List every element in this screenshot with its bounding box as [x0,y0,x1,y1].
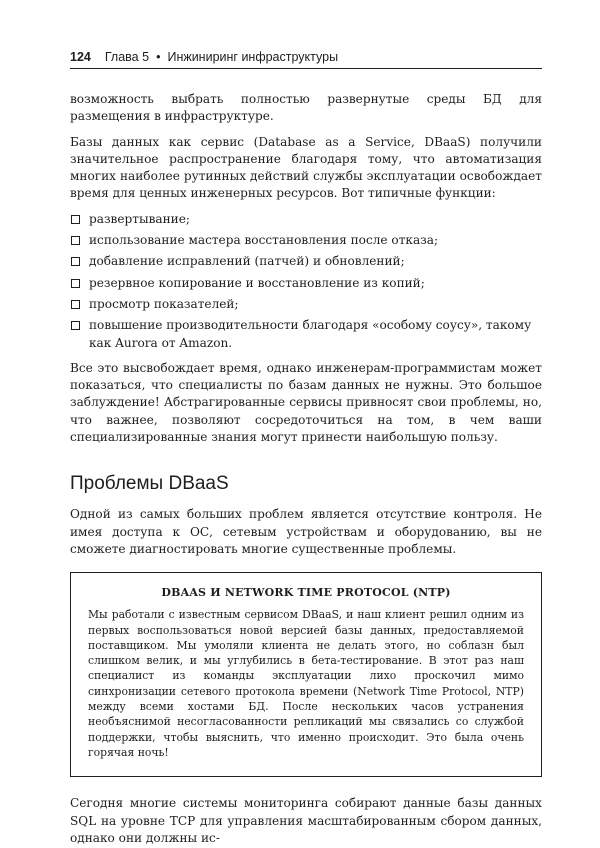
checkbox-bullet-icon [71,257,80,266]
paragraph-4: Одной из самых больших проблем является отсутствие контроля. Не имея доступа к ОС, сетевым устройствам и оборудованию, вы не сможете диагностировать многие существенные проблемы. [70,507,542,556]
running-header [70,46,542,69]
page-number: 124 [70,50,91,64]
checkbox-bullet-icon [71,300,80,309]
chapter-title: Инжиниринг инфраструктуры [167,50,339,64]
paragraph-2: Базы данных как сервис (Database as a Service, DBaaS) получили значительное распространение благодаря тому, что автоматизация многих наиболее рутинных действий службы эксплуатации освобождает время для ценных инженерных ресурсов. Вот типичные функции: [70,134,542,201]
paragraph-1: возможность выбрать полностью развернутые среды БД для размещения в инфраструктуре. [70,92,542,124]
list-item-text: просмотр показателей; [89,296,239,311]
list-item [70,232,542,249]
chapter-label: Глава 5 [104,50,150,64]
list-item-text: повышение производительности благодаря «особому соусу», такому как Aurora от Amazon. [89,318,532,350]
sidebar-title: DBAAS И NETWORK TIME PROTOCOL (NTP) [161,586,451,600]
list-item [70,275,542,292]
sidebar-text: Мы работали с известным сервисом DBaaS, и наш клиент решил одним из первых воспользоваться новой версией базы данных, предоставляемой поставщиком. Мы умоляли клиента не делать этого, но соблазн был слишком велик, и мы углубились в бета-тестирование. В этот раз наш специалист из команды эксплуатации лихо проскочил мимо синхронизации сетевого протокола времени (Network Time Protocol, NTP) между всеми хостами БД. После нескольких часов устранения необъяснимой несогласованности репликаций мы связались со службой поддержки, чтобы выяснить, что именно происходит. Это была очень горячая ночь! [88,608,524,759]
checkbox-bullet-icon [71,279,80,288]
book-page [70,46,542,847]
section-heading: Проблемы DBaaS [70,473,229,495]
sidebar-box [70,572,542,777]
list-item-text: развертывание; [89,211,190,226]
list-item-text: резервное копирование и восстановление из копий; [89,275,425,290]
list-item [70,253,542,270]
header-separator: • [156,50,161,64]
list-item-text: использование мастера восстановления после отказа; [89,233,439,248]
list-item [70,296,542,313]
checkbox-bullet-icon [71,236,80,245]
paragraph-5: Сегодня многие системы мониторинга собирают данные базы данных SQL на уровне TCP для управления масштабированным сбором данных, однако они должны ис- [70,796,542,845]
checkbox-bullet-icon [71,215,80,224]
checkbox-bullet-icon [71,321,80,330]
list-item [70,317,542,352]
list-item-text: добавление исправлений (патчей) и обновлений; [89,254,405,269]
paragraph-3: Все это высвобождает время, однако инженерам-программистам может показаться, что специалисты по базам данных не нужны. Это большое заблуждение! Абстрагированные сервисы привносят свои проблемы, но, что важнее, позволяют сосредоточиться на том, в чем ваши специализированные знания могут принести наибольшую пользу. [70,360,542,445]
feature-list [70,211,542,352]
list-item [70,211,542,228]
